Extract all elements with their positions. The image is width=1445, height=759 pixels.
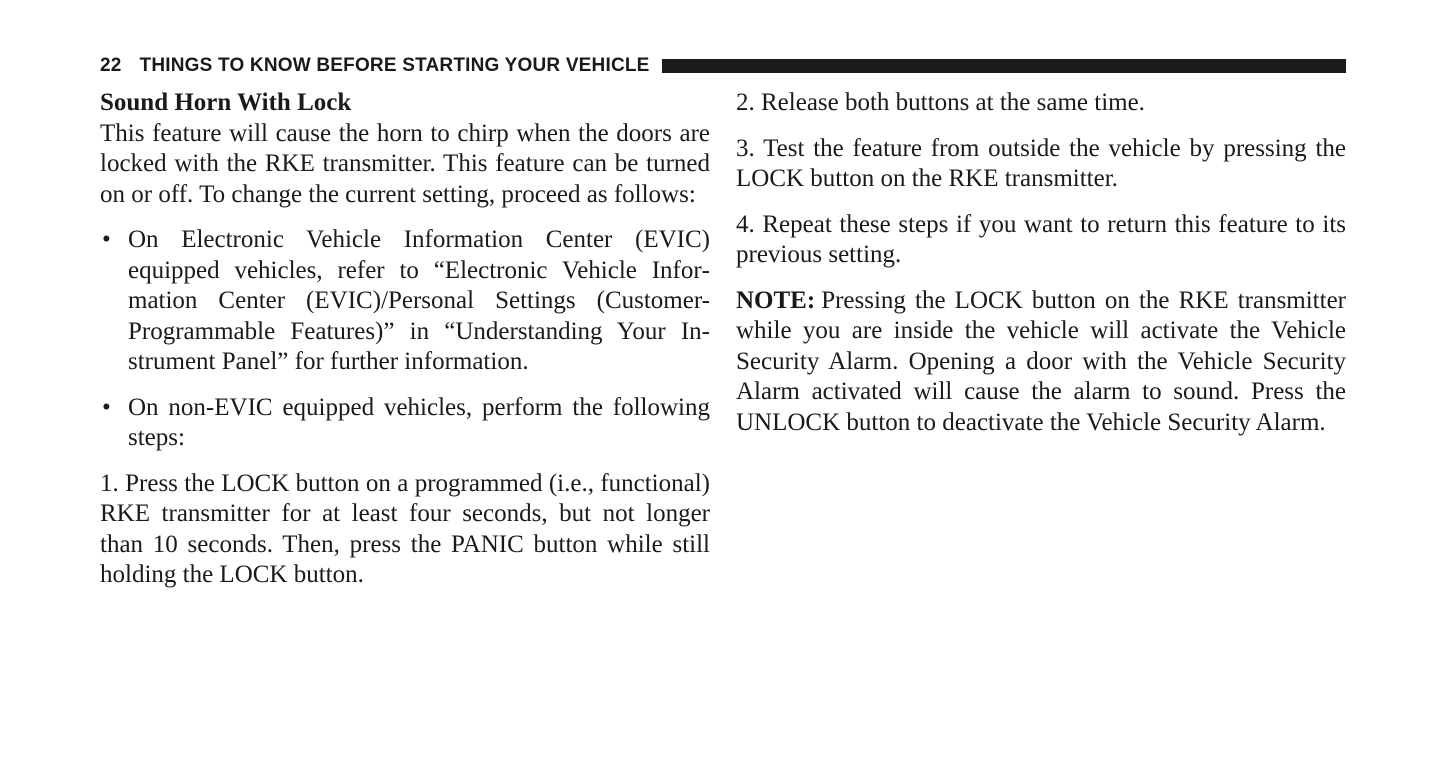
left-column	[100, 88, 710, 591]
page-header	[100, 53, 1346, 79]
bullet-icon: •	[102, 226, 111, 253]
bullet-item	[100, 393, 710, 454]
bullet-icon: •	[102, 393, 111, 421]
bullet-item	[100, 225, 710, 378]
right-column	[736, 88, 1346, 438]
step-2: 2. Release both buttons at the same time.	[736, 89, 1145, 116]
note-label: NOTE:	[736, 286, 816, 314]
bullet-text: On Electronic Vehicle Information Center (EVIC) equipped vehicles, refer to “Electronic Vehicle Information Center (EVIC)/Personal Settings (Customer-Programmable Features)” in “Understanding Your Instrument Panel” for further information.	[128, 226, 710, 375]
bullet-list	[100, 225, 710, 454]
page-number: 22	[100, 55, 122, 76]
section-heading: Sound Horn With Lock	[100, 89, 352, 116]
note-text: Pressing the LOCK button on the RKE transmitter while you are inside the vehicle will activate the Vehicle Security Alarm. Opening a door with the Vehicle Security Alarm activated will cause the alarm to sound. Press the UNLOCK button to deactivate the Vehicle Security Alarm.	[736, 286, 1346, 436]
bullet-text: On non-EVIC equipped vehicles, perform the following steps:	[128, 393, 710, 451]
step-4: 4. Repeat these steps if you want to return this feature to its previous setting.	[736, 210, 1346, 268]
step-1: 1. Press the LOCK button on a programmed (i.e., functional) RKE transmitter for at least four seconds, but not longer than 10 seconds. Then, press the PANIC button while still holding the LOCK button.	[100, 469, 710, 588]
step-3: 3. Test the feature from outside the vehicle by pressing the LOCK button on the RKE transmitter.	[736, 134, 1346, 192]
header-rule	[662, 59, 1346, 73]
section-title: THINGS TO KNOW BEFORE STARTING YOUR VEHICLE	[139, 55, 650, 76]
note-paragraph	[736, 286, 1346, 439]
intro-paragraph: This feature will cause the horn to chirp when the doors are locked with the RKE transmitter. This feature can be turned on or off. To change the current setting, proceed as follows:	[100, 119, 710, 208]
